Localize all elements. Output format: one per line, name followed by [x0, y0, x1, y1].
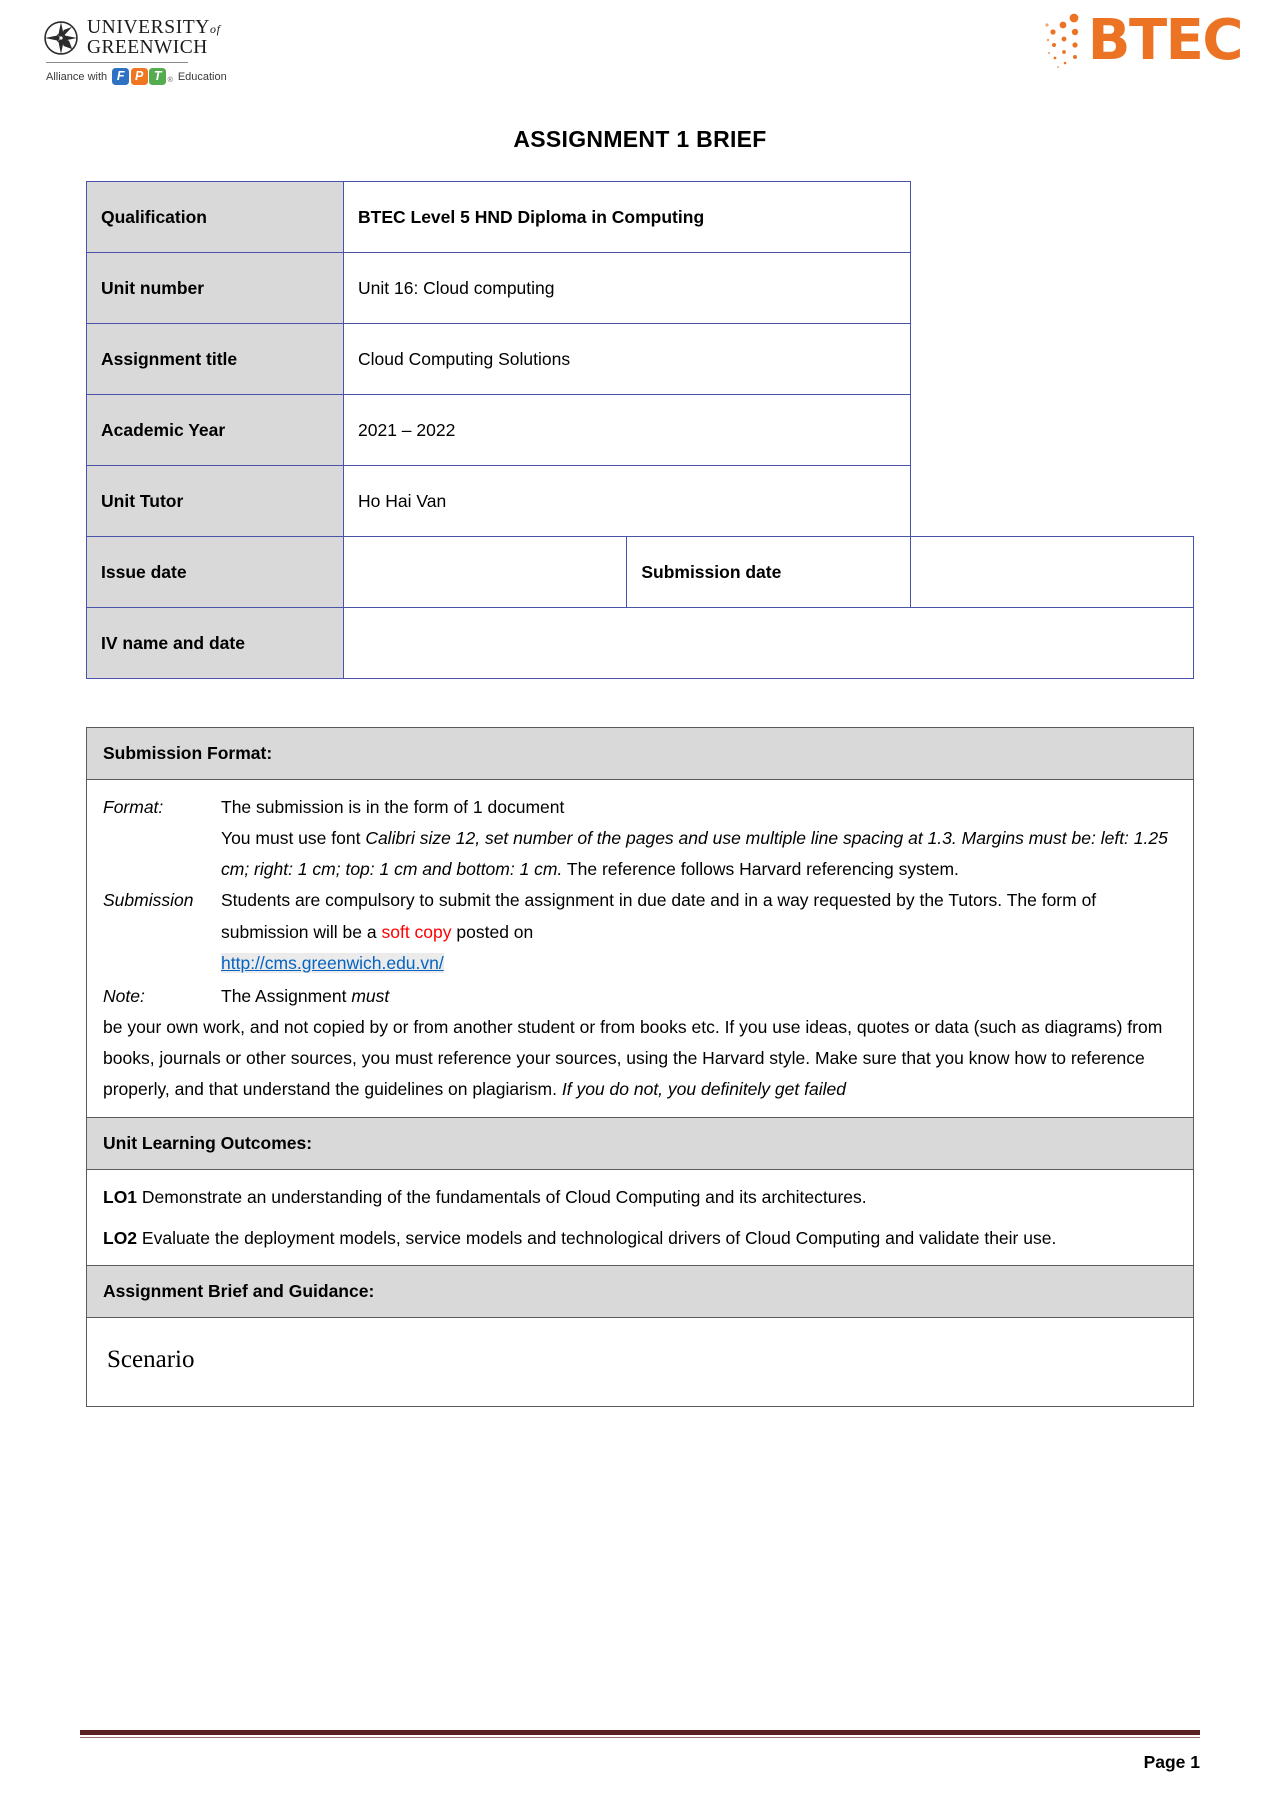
learning-outcomes-body: [87, 1170, 1194, 1265]
row-label-assignment-title: Assignment title: [87, 324, 344, 395]
note-first-line: [103, 981, 1177, 1012]
page-number: Page 1: [1143, 1752, 1200, 1772]
lo2-tag: LO2: [103, 1227, 138, 1248]
note-text-lead: The Assignment: [221, 985, 352, 1006]
assignment-info-table: [86, 181, 1194, 679]
table-row: [87, 182, 1194, 253]
submission-text-lead: Students are compulsory to submit the assignment in due date and in a way requested by the Tutors. The form of submission will be a: [221, 890, 1097, 942]
fpt-letter-t: T: [149, 68, 166, 85]
submission-text-mid: posted on: [451, 921, 534, 942]
university-word: UNIVERSITY: [87, 17, 210, 38]
table-row: [87, 395, 1194, 466]
note-lead: [221, 981, 1177, 1012]
format-line-2-tail: The reference follows Harvard referencing system.: [562, 859, 959, 880]
table-row: [87, 608, 1194, 679]
table-row: [87, 1265, 1194, 1317]
row-label-submission-date: Submission date: [627, 537, 910, 608]
row-label-iv-name-date: IV name and date: [87, 608, 344, 679]
fpt-logo: [112, 68, 173, 85]
row-value-assignment-title: Cloud Computing Solutions: [344, 324, 911, 395]
btec-logo: [1044, 8, 1242, 73]
row-label-qualification: Qualification: [87, 182, 344, 253]
issue-date-field[interactable]: [344, 537, 627, 608]
fpt-letter-p: P: [131, 68, 148, 85]
format-text: [221, 792, 1177, 885]
note-text-body: be your own work, and not copied by or from another student or from books etc. If you use ideas, quotes or data (such as diagrams) from books, journals or other sources, you must reference your sources, using the Harvard style. Make sure that you know how to reference properly, and that understand the guidelines on plagiarism.: [103, 1016, 1163, 1100]
table-row: [87, 1118, 1194, 1170]
alliance-prefix: Alliance with: [46, 70, 108, 83]
row-value-academic-year: 2021 – 2022: [344, 395, 911, 466]
submission-row: [103, 885, 1177, 978]
lo1-tag: LO1: [103, 1187, 138, 1208]
note-continuation: [103, 1012, 1177, 1105]
table-row: [87, 324, 1194, 395]
format-line-2-italic: Calibri size 12, set number of the pages and use multiple line spacing at 1.3. Margins must be: left: 1.25 cm; right: 1 cm; top: 1 cm and bottom: 1 cm.: [221, 828, 1168, 880]
row-label-issue-date: Issue date: [87, 537, 344, 608]
alliance-suffix: Education: [177, 70, 227, 83]
row-value-qualification: BTEC Level 5 HND Diploma in Computing: [344, 182, 911, 253]
submission-key: Submission: [103, 890, 194, 911]
cms-portal-link[interactable]: http://cms.greenwich.edu.vn/: [221, 952, 444, 973]
format-key: Format:: [103, 797, 164, 817]
table-row: [87, 1170, 1194, 1265]
row-label-unit-tutor: Unit Tutor: [87, 466, 344, 537]
row-value-unit-number: Unit 16: Cloud computing: [344, 253, 911, 324]
greenwich-word: GREENWICH: [87, 36, 208, 58]
section-heading-submission-format: Submission Format:: [87, 728, 1194, 780]
page-header: [0, 0, 1280, 108]
format-line-2-lead: You must use font: [221, 828, 366, 849]
table-row: [87, 728, 1194, 780]
table-row: [87, 537, 1194, 608]
row-label-academic-year: Academic Year: [87, 395, 344, 466]
table-row: [87, 253, 1194, 324]
page-title: ASSIGNMENT 1 BRIEF: [513, 126, 767, 152]
section-heading-brief-guidance: Assignment Brief and Guidance:: [87, 1265, 1194, 1317]
table-row: [87, 1317, 1194, 1407]
soft-copy-highlight: soft copy: [381, 921, 452, 942]
row-label-unit-number: Unit number: [87, 253, 344, 324]
submission-date-field[interactable]: [910, 537, 1193, 608]
row-value-unit-tutor: Ho Hai Van: [344, 466, 911, 537]
note-text-italic-tail: If you do not, you definitely get failed: [561, 1079, 846, 1100]
submission-format-body: [87, 780, 1194, 1118]
page-footer: [80, 1730, 1200, 1774]
btec-wordmark: BTEC: [1087, 8, 1242, 73]
table-row: [87, 780, 1194, 1118]
guidance-body: [87, 1317, 1194, 1407]
table-row: [87, 466, 1194, 537]
footer-rule-thin: [80, 1737, 1200, 1739]
note-key: Note:: [103, 985, 145, 1006]
assignment-brief-table: [86, 727, 1194, 1407]
note-row: [103, 981, 1177, 1106]
lo1-text: Demonstrate an understanding of the fundamentals of Cloud Computing and its architectures.: [137, 1187, 867, 1208]
fpt-letter-f: F: [112, 68, 129, 85]
note-must-word: must: [351, 985, 390, 1006]
dot-cluster-icon: [1044, 12, 1092, 70]
submission-text: [221, 885, 1177, 978]
learning-outcome-item: [103, 1223, 1177, 1253]
format-row: [103, 792, 1177, 885]
iv-name-date-field[interactable]: [344, 608, 1194, 679]
format-line-1: The submission is in the form of 1 document: [221, 797, 565, 817]
section-heading-learning-outcomes: Unit Learning Outcomes:: [87, 1118, 1194, 1170]
fpt-registered-mark: ®: [167, 77, 173, 84]
learning-outcome-item: [103, 1182, 1177, 1212]
of-word: of: [210, 22, 221, 36]
scenario-heading: Scenario: [107, 1345, 195, 1373]
lo2-text: Evaluate the deployment models, service models and technological drivers of Cloud Computing and validate their use.: [137, 1227, 1057, 1248]
alliance-line: [46, 68, 304, 85]
compass-rose-icon: [44, 21, 78, 55]
university-of-greenwich-logo: [44, 18, 304, 85]
logo-divider: [46, 62, 188, 63]
